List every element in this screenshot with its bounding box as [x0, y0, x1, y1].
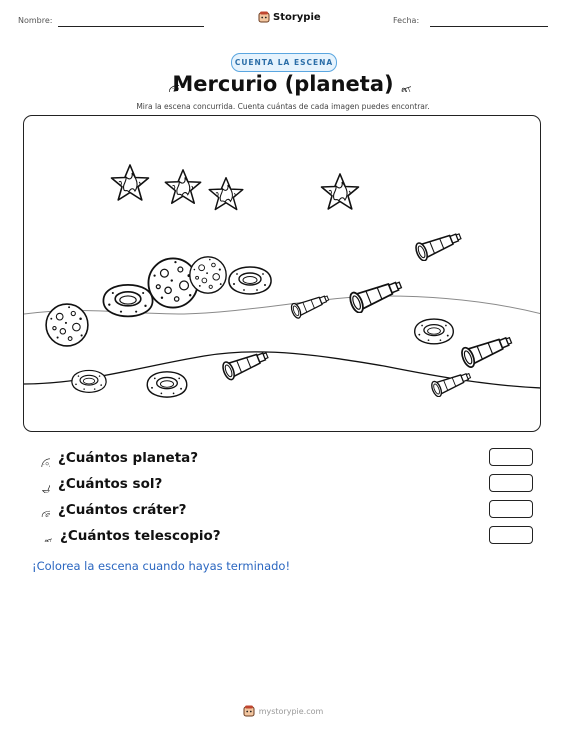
- question-text: ¿Cuántos planeta?: [58, 450, 199, 466]
- crater-icon: [32, 503, 50, 517]
- question-row: [32, 447, 198, 469]
- name-label: Nombre:: [18, 16, 53, 25]
- planet-icon: [32, 449, 50, 467]
- star-icon: [32, 475, 50, 493]
- answer-box-sol[interactable]: [489, 474, 533, 492]
- footer-url[interactable]: mystorypie.com: [258, 706, 324, 716]
- storypie-mascot-icon: [243, 705, 255, 717]
- scene-illustration: [24, 116, 541, 432]
- coloring-note: ¡Colorea la escena cuando hayas terminado!: [32, 559, 291, 573]
- telescopio-item: [348, 275, 405, 314]
- telescopio-item: [430, 368, 473, 398]
- crater-item: [72, 370, 106, 392]
- footer: [0, 705, 566, 717]
- date-line[interactable]: [430, 26, 548, 27]
- sol-item: [209, 178, 243, 210]
- telescopio-item: [414, 228, 464, 263]
- telescope-icon: [385, 74, 411, 92]
- date-label: Fecha:: [393, 16, 420, 25]
- telescopio-item: [459, 331, 514, 369]
- question-row: [32, 499, 186, 521]
- question-row: [32, 525, 221, 547]
- brand-name: Storypie: [273, 11, 321, 23]
- question-text: ¿Cuántos sol?: [58, 476, 163, 492]
- sol-item: [112, 165, 149, 200]
- sol-item: [322, 174, 359, 209]
- telescopio-item: [290, 291, 331, 320]
- storypie-mascot-icon: [258, 11, 270, 23]
- question-text: ¿Cuántos cráter?: [58, 502, 187, 518]
- answer-box-planeta[interactable]: [489, 448, 533, 466]
- instructions-text: Mira la escena concurrida. Cuenta cuántas de cada imagen puedes encontrar.: [136, 102, 430, 111]
- name-line[interactable]: [58, 26, 204, 27]
- planeta-item: [190, 257, 226, 293]
- busy-scene: [23, 115, 541, 432]
- page-title: Mercurio (planeta): [172, 72, 394, 96]
- crater-item: [103, 285, 152, 317]
- answer-box-telescopio[interactable]: [489, 526, 533, 544]
- sol-item: [165, 170, 200, 203]
- question-row: [32, 473, 162, 495]
- activity-badge: CUENTA LA ESCENA: [231, 53, 337, 72]
- question-text: ¿Cuántos telescopio?: [60, 528, 221, 544]
- crater-item: [415, 319, 454, 344]
- brand-logo: [258, 11, 321, 23]
- crater-item: [229, 267, 271, 294]
- crater-item: [147, 372, 186, 397]
- answer-box-crater[interactable]: [489, 500, 533, 518]
- telescope-icon: [32, 530, 52, 542]
- planeta-item: [148, 258, 197, 307]
- planeta-item: [46, 304, 88, 346]
